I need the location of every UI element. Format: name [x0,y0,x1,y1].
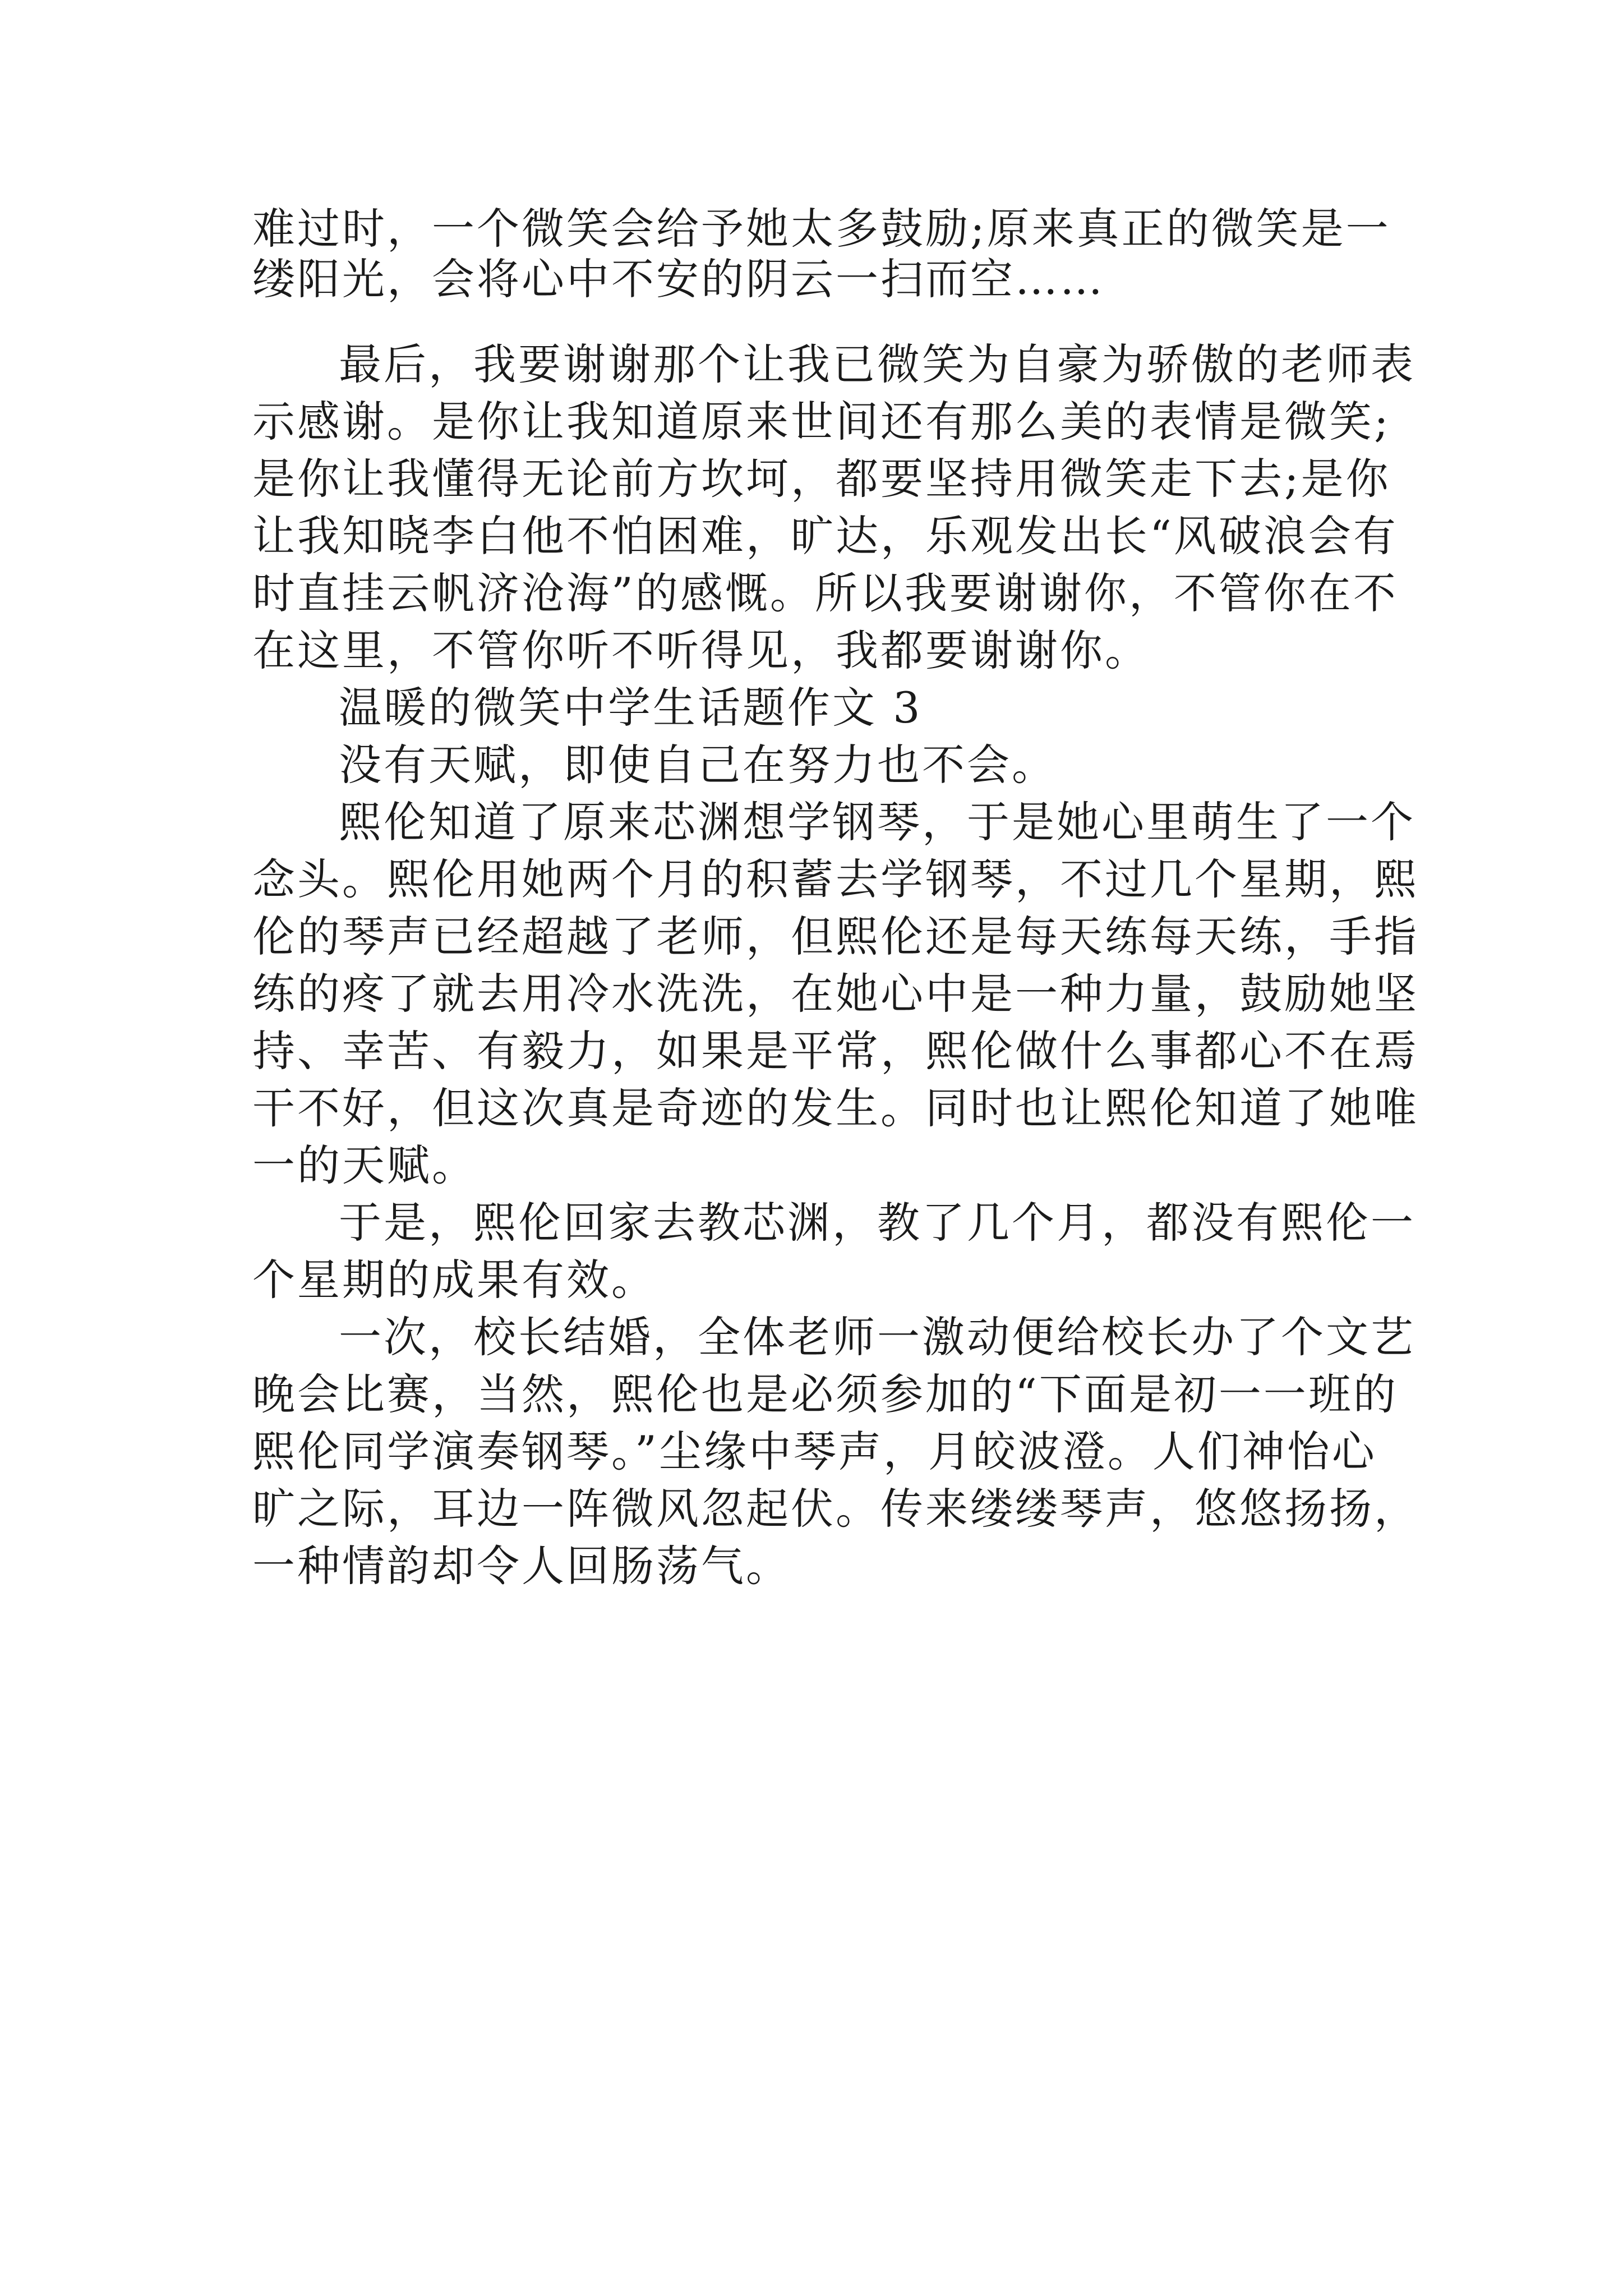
text-line: 晚会比赛，当然，熙伦也是必须参加的“下面是初一一班的 [252,1369,1398,1419]
text-line: 缕阳光，会将心中不安的阴云一扫而空…… [252,254,1105,304]
text-line: 于是，熙伦回家去教芯渊，教了几个月，都没有熙伦一 [339,1198,1415,1248]
text-line: 干不好，但这次真是奇迹的发生。同时也让熙伦知道了她唯 [252,1083,1419,1133]
text-line: 旷之际，耳边一阵微风忽起伏。传来缕缕琴声，悠悠扬扬， [252,1484,1419,1534]
text-line: 持、幸苦、有毅力，如果是平常，熙伦做什么事都心不在焉 [252,1026,1419,1076]
text-line: 示感谢。是你让我知道原来世间还有那么美的表情是微笑; [252,397,1391,447]
text-line: 个星期的成果有效。 [252,1255,656,1305]
text-line: 练的疼了就去用冷水洗洗，在她心中是一种力量，鼓励她坚 [252,969,1419,1019]
text-line: 一种情韵却令人回肠荡气。 [252,1541,791,1591]
text-line: 没有天赋，即使自己在努力也不会。 [339,740,1057,790]
text-line: 让我知晓李白他不怕困难，旷达，乐观发出长“风破浪会有 [252,511,1398,561]
text-line: 时直挂云帆济沧海”的感慨。所以我要谢谢你，不管你在不 [252,568,1398,618]
text-line: 熙伦同学演奏钢琴。”尘缘中琴声，月皎波澄。人们神怡心 [252,1427,1377,1476]
text-line: 伦的琴声已经超越了老师，但熙伦还是每天练每天练，手指 [252,912,1419,961]
text-line: 在这里，不管你听不听得见，我都要谢谢你。 [252,625,1150,675]
text-line: 难过时，一个微笑会给予她太多鼓励;原来真正的微笑是一 [252,204,1391,254]
section-heading: 温暖的微笑中学生话题作文 3 [339,683,923,733]
text-line: 最后，我要谢谢那个让我已微笑为自豪为骄傲的老师表 [339,339,1415,389]
text-line: 一次，校长结婚，全体老师一激动便给校长办了个文艺 [339,1312,1415,1362]
text-line: 熙伦知道了原来芯渊想学钢琴，于是她心里萌生了一个 [339,797,1415,847]
text-line: 是你让我懂得无论前方坎坷，都要坚持用微笑走下去;是你 [252,454,1391,504]
text-line: 念头。熙伦用她两个月的积蓄去学钢琴，不过几个星期，熙 [252,854,1419,904]
text-line: 一的天赋。 [252,1140,477,1190]
